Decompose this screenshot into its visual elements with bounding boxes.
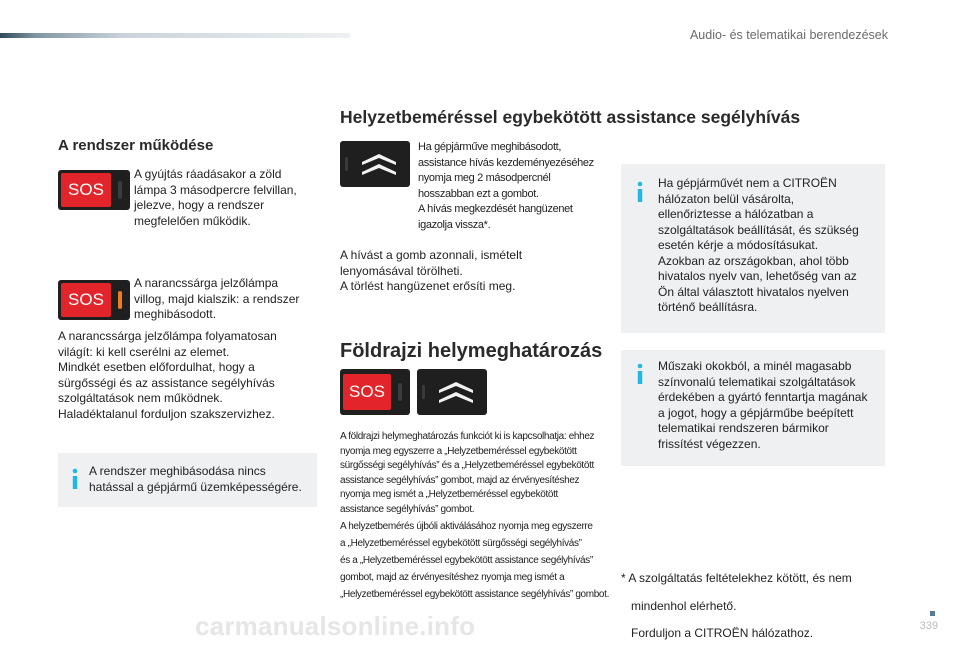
info-icon xyxy=(634,181,646,203)
page-marker-dot xyxy=(930,611,935,616)
status-led-icon xyxy=(422,385,425,399)
info-icon xyxy=(634,363,646,385)
battery-paragraph: A narancssárga jelzőlámpa folyamatosan világít: ki kell cserélni az elemet. Mindkét esetben előfordulhat, hogy a sürgősségi és az assistance segélyhívás szolgáltatások nem működnek. Haladéktalanul forduljon szakszervizhez. xyxy=(58,329,277,421)
sos-orange-description: A narancssárga jelzőlámpa villog, majd kialszik: a rendszer meghibásodott. xyxy=(134,276,300,321)
status-led-icon xyxy=(398,383,402,401)
info-icon xyxy=(69,468,81,490)
geo-sos-button xyxy=(340,369,410,415)
orange-led-icon xyxy=(118,291,122,309)
chapter-title: Audio- és telematikai berendezések xyxy=(689,28,888,42)
sos-label: SOS xyxy=(61,283,111,317)
info-box-malfunction xyxy=(58,453,317,507)
citroen-chevrons-icon xyxy=(435,377,477,407)
cancel-call-text: A hívást a gomb azonnali, ismételt lenyomásával törölheti. A törlést hangüzenet erősíti meg. xyxy=(340,248,523,293)
citroen-chevrons-icon xyxy=(358,149,400,179)
info-box-network xyxy=(621,164,885,333)
geo-enable-text: A helyzetbemérés újbóli aktiválásához nyomja meg egyszerre a „Helyzetbeméréssel egybekötött sürgősségi segélyhívás” és a „Helyzetbeméréssel egybekötött assistance segélyhívás” gombot, majd az érvényesítéshez nyomja meg ismét a „Helyzetbeméréssel egybekötött assistance segélyhívás” gombot. xyxy=(340,521,609,600)
section-heading-assistance-call: Helyzetbeméréssel egybekötött assistance segélyhívás xyxy=(340,107,801,127)
assistance-button xyxy=(340,141,410,187)
sos-button-orange-state xyxy=(58,280,130,320)
section-heading-system-operation: A rendszer működése xyxy=(58,137,214,154)
geo-disable-text: A földrajzi helymeghatározás funkciót ki is kapcsolhatja: ehhez nyomja meg egyszerre a „Helyzetbeméréssel egybekötött sürgősségi segélyhívás” és a „Helyzetbeméréssel egybekötött assistance segélyhívás” gombot, majd az érvényesítéshez nyomja meg ismét a „Helyzetbeméréssel egybekötött assistance segélyhívás” gombot. xyxy=(340,431,595,515)
footnote: * A szolgáltatás feltételekhez kötött, és nem mindenhol elérhető. Forduljon a CITROËN hálózathoz. xyxy=(621,571,852,640)
sos-label: SOS xyxy=(61,173,111,207)
watermark: carmanualsonline.info xyxy=(195,611,476,641)
sos-label: SOS xyxy=(343,374,391,410)
header-accent-bar xyxy=(0,33,350,38)
sos-green-description: A gyújtás ráadásakor a zöld lámpa 3 másodpercre felvillan, jelezve, hogy a rendszer megfelelően működik. xyxy=(134,167,297,228)
info-network-text: Ha gépjárművét nem a CITROËN hálózaton belül vásárolta, ellenőriztesse a hálózatban a szolgáltatások beállítását, és szükség esetén kérje a módosításukat. Azokban az országokban, ahol több hivatalos nyelv van, lehetőség van az Ön által választott hivatalos nyelven történő beállításra. xyxy=(658,176,859,314)
section-heading-geolocation: Földrajzi helymeghatározás xyxy=(340,340,603,362)
status-led-icon xyxy=(345,157,348,171)
info-malfunction-text: A rendszer meghibásodása nincs hatással a gépjármű üzemképességére. xyxy=(89,464,302,494)
page-number: 339 xyxy=(919,620,938,632)
status-led-icon xyxy=(118,181,122,199)
info-box-updates xyxy=(621,350,885,466)
info-updates-text: Műszaki okokból, a minél magasabb színvonalú telematikai szolgáltatások érdekében a gyártó fenntartja magának a jogot, hogy a gépjárműbe beépített telematikai rendszeren bármikor frissítést végezzen. xyxy=(658,359,868,451)
sos-button-green-state xyxy=(58,170,130,210)
assistance-intro-text: Ha gépjárműve meghibásodott, assistance hívás kezdeményezéséhez nyomja meg 2 másodpercnél hosszabban ezt a gombot. A hívás megkezdését hangüzenet igazolja vissza*. xyxy=(418,141,594,231)
geo-assistance-button xyxy=(417,369,487,415)
